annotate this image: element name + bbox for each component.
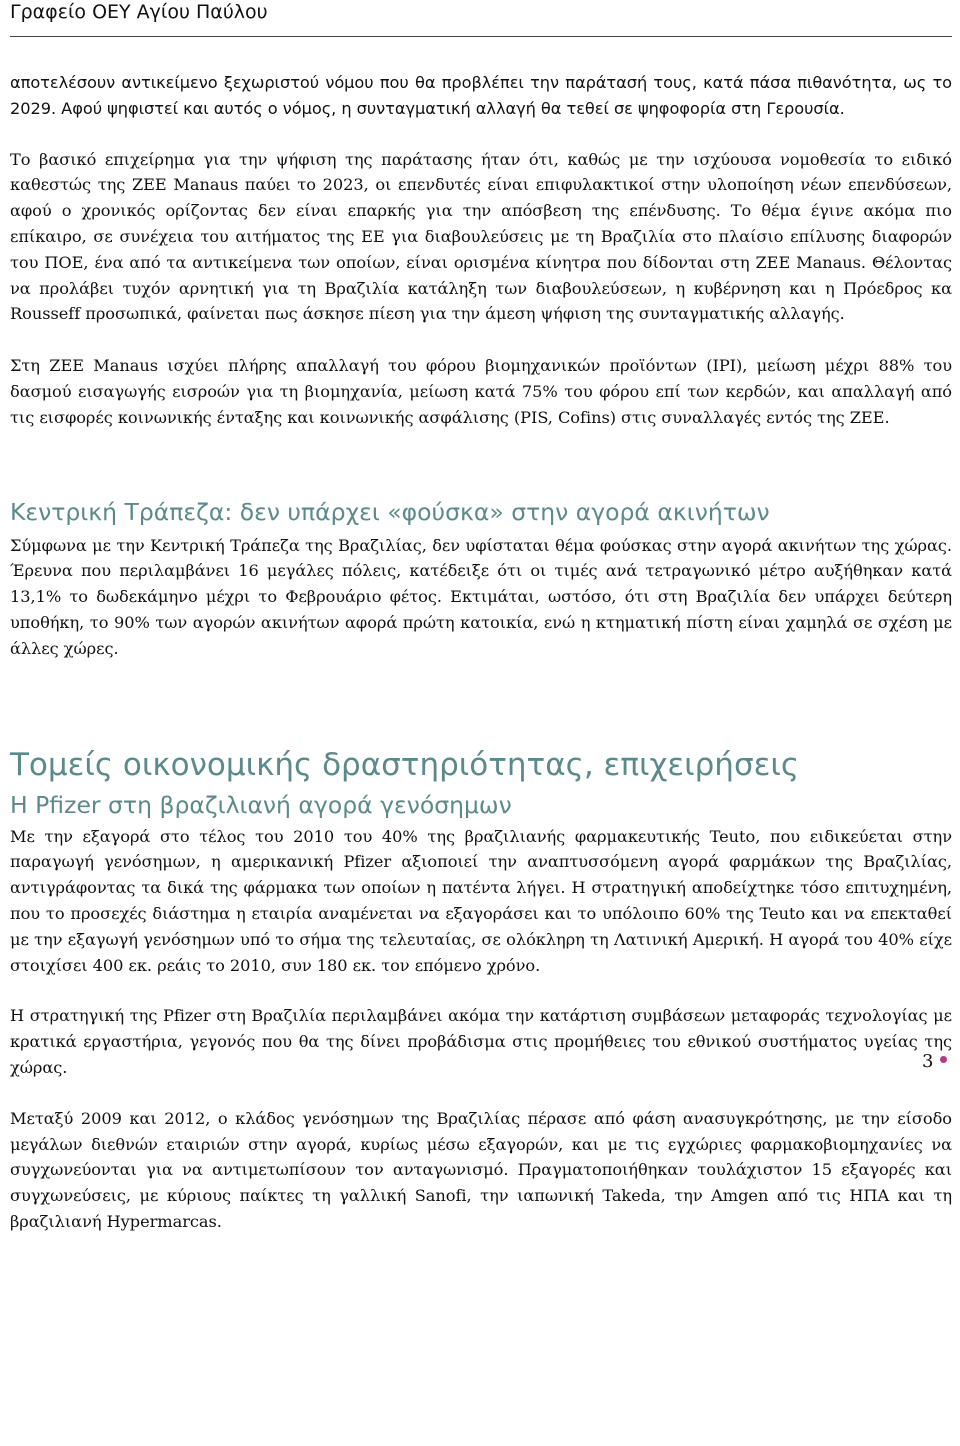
paragraph-pfizer-strategy: Η στρατηγική της Pfizer στη Βραζιλία περιλαμβάνει ακόμα την κατάρτιση συμβάσεων μεταφοράς τεχνολογίας με κρατικά εργαστήρια, γεγονός που θα της δίνει προβάδισμα στις προμήθειες του εθνικού συστήματος υγείας της χώρας. — [10, 1006, 952, 1077]
paragraph-pfizer-teuto: Με την εξαγορά στο τέλος του 2010 του 40% της βραζιλιανής φαρμακευτικής Teuto, που ειδικεύεται στην παραγωγή γενόσημων, η αμερικανική Pfizer αξιοποιεί την αναπτυσσόμενη αγορά φαρμάκων της Βραζιλίας, αντιγράφοντας τα δικά της φάρμακα των οποίων η πατέντα λήγει. Η στρατηγική αποδείχτηκε τόσο επιτυχημένη, που το προσεχές διάστημα η εταιρία αναμένεται να εξαγοράσει και το υπόλοιπο 60% της Teuto και να επεκταθεί με την εξαγωγή γενόσημων υπό το σήμα της τελευταίας, σε ολόκληρη τη Λατινική Αμερική. Η αγορά του 40% είχε στοιχίσει 400 εκ. ρεάις το 2010, συν 180 εκ. τον επόμενο χρόνο. — [10, 826, 952, 975]
paragraph-extension-argument: Το βασικό επιχείρημα για την ψήφιση της παράτασης ήταν ότι, καθώς με την ισχύουσα νομοθεσία το ειδικό καθεστώς της ΖΕΕ Manaus παύει το 2023, οι επενδυτές είναι επιφυλακτικοί στην υλοποίηση νέων επενδύσεων, αφού ο χρονικός ορίζοντας δεν είναι επαρκής για την απόσβεση της επένδυσης. Το θέμα έγινε ακόμα πιο επίκαιρο, σε συνέχεια του αιτήματος της ΕΕ για διαβουλεύσεις με τη Βραζιλία στο πλαίσιο επίλυσης διαφορών του ΠΟΕ, ένα από τα αντικείμενα των οποίων, είναι ορισμένα κίνητρα που δίδονται στη ΖΕΕ Manaus. Θέλοντας να προλάβει τυχόν αρνητική για τη Βραζιλία κατάληξη των διαβουλεύσεων, η κυβέρνηση και η Πρόεδρος κα Rousseff προσωπικά, φαίνεται πως άσκησε πίεση για την άμεση ψήφιση της συνταγματικής αλλαγής. — [10, 149, 952, 324]
paragraph-continuation: αποτελέσουν αντικείμενο ξεχωριστού νόμου που θα προβλέπει την παράτασή τους, κατά πάσα πιθανότητα, ως το 2029. Αφού ψηφιστεί και αυτός ο νόμος, η συνταγματική αλλαγή θα τεθεί σε ψηφοφορία στη Γερουσία. — [10, 73, 952, 118]
heading-central-bank: Κεντρική Τράπεζα: δεν υπάρχει «φούσκα» στην αγορά ακινήτων — [10, 497, 770, 526]
document-page — [10, 0, 952, 1235]
heading-economic-sectors: Τομείς οικονομικής δραστηριότητας, επιχειρήσεις — [10, 746, 800, 783]
header-title: Γραφείο ΟΕΥ Αγίου Παύλου — [10, 1, 268, 23]
page-header — [10, 0, 952, 37]
paragraph-generics-sector: Μεταξύ 2009 και 2012, ο κλάδος γενόσημων της Βραζιλίας πέρασε από φάση ανασυγκρότησης, με την είσοδο μεγάλων διεθνών εταιριών στην αγορά, κυρίως μέσω εξαγορών, και με τις εγχώριες φαρμακοβιομηχανίες να συγχωνεύονται για να αντιμετωπίσουν τον ανταγωνισμό. Πραγματοποιήθηκαν τουλάχιστον 15 εξαγορές και συγχωνεύσεις, με κύριους παίκτες τη γαλλική Sanofi, την ιαπωνική Takeda, την Amgen από τις ΗΠΑ και τη βραζιλιανή Hypermarcas. — [10, 1108, 952, 1231]
paragraph-housing-market: Σύμφωνα με την Κεντρική Τράπεζα της Βραζιλίας, δεν υφίσταται θέμα φούσκας στην αγορά ακινήτων της χώρας. Έρευνα που περιλαμβάνει 16 μεγάλες πόλεις, κατέδειξε ότι οι τιμές ανά τετραγωνικό μέτρο αυξήθηκαν κατά 13,1% το δωδεκάμηνο μέχρι το Φεβρουάριο φέτος. Εκτιμάται, ωστόσο, ότι στη Βραζιλία δεν υπάρχει δεύτερη υποθήκη, το 90% των αγορών ακινήτων αφορά πρώτη κατοικία, ενώ η κτηματική πίστη είναι χαμηλά σε σχέση με άλλες χώρες. — [10, 535, 952, 658]
heading-pfizer: Η Pfizer στη βραζιλιανή αγορά γενόσημων — [10, 790, 512, 819]
page-marker-dot — [940, 1056, 947, 1063]
page-number: 3 — [922, 1051, 934, 1072]
paragraph-zee-incentives: Στη ΖΕΕ Manaus ισχύει πλήρης απαλλαγή του φόρου βιομηχανικών προϊόντων (IPI), μείωση μέχρι 88% του δασμού εισαγωγής εισροών για τη βιομηχανία, μείωση κατά 75% του φόρου επί των κερδών, και απαλλαγή από τις εισφορές κοινωνικής ένταξης και κοινωνικής ασφάλισης (PIS, Cofins) στις συναλλαγές εντός της ΖΕΕ. — [10, 356, 952, 427]
